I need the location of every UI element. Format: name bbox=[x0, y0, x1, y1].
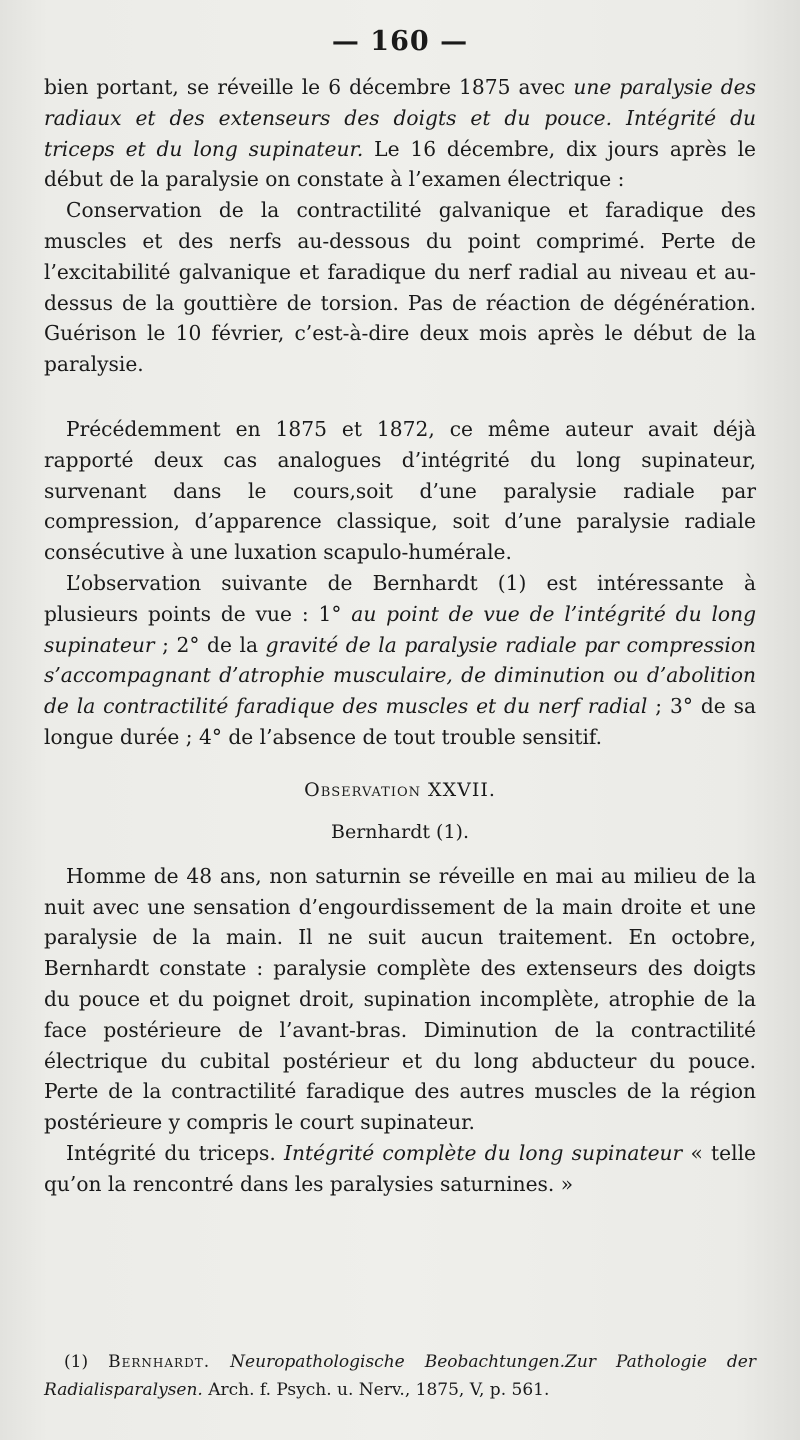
paragraph-2: Conservation de la contractilité galvanique et faradique des muscles et des nerfs au-dessous du point comprimé. Perte de l’excitabilité galvanique et faradique du nerf radial au niveau et au-dessus de la gouttière de torsion. Pas de réaction de dégénération. Guérison le 10 février, c’est-à-dire deux mois après le début de la paralysie. bbox=[44, 198, 756, 377]
paragraph-4-text-2: ; 2° de la bbox=[154, 632, 266, 657]
spacer bbox=[44, 847, 756, 861]
observation-label: Observation bbox=[304, 778, 421, 801]
paragraph-4 bbox=[44, 568, 756, 753]
paragraph-1-italic: une paralysie des radiaux et des extenseurs des doigts et du pouce. Intégrité du triceps et du long supinateur. bbox=[44, 75, 756, 161]
footnote-reference: Arch. f. Psych. u. Nerv., 1875, V, p. 561. bbox=[202, 1380, 550, 1400]
paragraph-6-text-end: « telle qu’on la rencontré dans les paralysies saturnines. » bbox=[44, 1140, 756, 1196]
observation-number: XXVII. bbox=[428, 778, 496, 801]
paragraph-6-text: Intégrité du triceps. bbox=[66, 1140, 285, 1165]
paragraph-1-text: bien portant, se réveille le 6 décembre 1875 avec bbox=[44, 75, 574, 99]
paragraph-4-text-3: ; 3° de sa longue durée ; 4° de l’absence de tout trouble sensitif. bbox=[44, 694, 756, 749]
observation-author: Bernhardt (1). bbox=[331, 820, 469, 843]
footnote bbox=[44, 1348, 756, 1404]
observation-title bbox=[44, 775, 756, 805]
paragraph-6-italic: Intégrité complète du long supinateur bbox=[284, 1140, 683, 1165]
paragraph-1-text-end: Le 16 décembre, dix jours après le début de la paralysie on constate à l’examen électrique : bbox=[44, 136, 756, 192]
paragraph-1 bbox=[44, 72, 756, 195]
spacer bbox=[44, 380, 756, 414]
paragraph-5: Homme de 48 ans, non saturnin se réveille en mai au milieu de la nuit avec une sensation d’engourdissement de la main droite et une paralysie de la main. Il ne suit aucun traitement. En octobre, Bernhardt constate : paralysie complète des extenseurs des doigts du pouce et du poignet droit, supination incomplète, atrophie de la face postérieure de l’avant-bras. Diminution de la contractilité électrique du cubital postérieur et du long abducteur du pouce. Perte de la contractilité faradique des autres muscles de la région postérieure y compris le court supinateur. bbox=[44, 863, 756, 1135]
footnote-title: Neuropathologische Beobachtungen.Zur Pathologie der Radialisparalysen. bbox=[44, 1352, 756, 1400]
paragraph-6 bbox=[44, 1138, 756, 1200]
footnote-author: Bernhardt. bbox=[108, 1352, 211, 1372]
page-number: — 160 — bbox=[331, 26, 469, 57]
paragraph-4-italic-2: gravité de la paralysie radiale par compression s’accompagnant d’atrophie musculaire, de diminution ou d’abolition de la contractilité faradique des muscles et du nerf radial bbox=[44, 632, 757, 719]
body-text bbox=[44, 72, 756, 1200]
paragraph-4-italic-1: au point de vue de l’intégrité du long supinateur bbox=[44, 601, 756, 657]
footnote-marker: (1) bbox=[64, 1352, 109, 1372]
paragraph-4-text: L’observation suivante de Bernhardt (1) est intéressante à plusieurs points de vue : 1° bbox=[44, 570, 756, 626]
paragraph-3: Précédemment en 1875 et 1872, ce même auteur avait déjà rapporté deux cas analogues d’intégrité du long supinateur, survenant dans le cours,soit d’une paralysie radiale par compression, d’apparence classique, soit d’une paralysie radiale consécutive à une luxation scapulo-humérale. bbox=[44, 416, 756, 565]
